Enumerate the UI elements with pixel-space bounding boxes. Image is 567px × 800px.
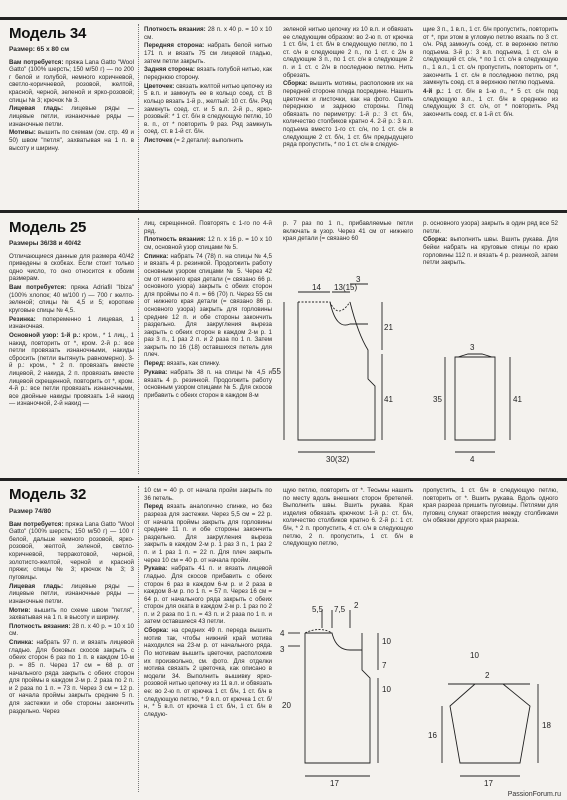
model-32-col-4: [423, 487, 558, 567]
dim-17-body: 17: [330, 779, 339, 788]
dim-35: 35: [433, 395, 442, 404]
dim-sleeve-10: 10: [470, 651, 479, 660]
body-outline: [298, 302, 375, 440]
model-32-text-1: [9, 521, 134, 716]
paragraph-text: вышить по схемам (см. стр. 49 и 50) швом "петля", захватывая на 1 п. в высоту и ширину.: [9, 129, 134, 152]
paragraph: [9, 583, 134, 606]
model-25-col-3: [283, 220, 413, 250]
model-32-title: Модель 32: [9, 486, 87, 503]
model-32-schematic: [270, 588, 560, 793]
paragraph: [144, 487, 272, 502]
column-divider: [138, 218, 139, 474]
paragraph-text: вязать аналогично спинке, но без разреза для застежки. Через 5,5 см = 22 р. от начала проймы закрыть для горловины средние 11 п. и обе стороны закончить раздельно. Для закругления выреза закрыть в каждом 2-м р. 1 раз 3 п., 1 раз 2 п. и 1 раз 1 п. = 22 п. Для плеч закрыть через 10 см = 40 р. от начала пройм.: [144, 503, 272, 564]
paragraph: [144, 503, 272, 564]
paragraph-heading: Спинка:: [9, 639, 34, 647]
paragraph-heading: Задняя сторона:: [144, 66, 195, 74]
paragraph-text: выполнить швы. Вшить рукава. Для бейки набрать на круговые спицы по краю горловины 112 п. и вязать 4 р. резинкой, затем петли закрыть.: [423, 236, 558, 267]
dim-14: 14: [312, 283, 321, 292]
paragraph-heading: Спинка:: [144, 252, 169, 260]
paragraph: [9, 129, 134, 152]
dim-4: 4: [280, 629, 285, 638]
model-25-size: Размеры 36/38 и 40/42: [9, 240, 81, 247]
model-34-size: Размер: 65 x 80 см: [9, 46, 70, 53]
paragraph-text: попеременно 1 лицевая, 1 изнаночная.: [9, 315, 134, 331]
dim-20: 20: [282, 701, 291, 710]
paragraph-text: пряжа Lana Gatto "Wool Gatto" (100% шерсть; 150 м/50 г) — 100 г белой, дальше немного розовой, ярко-розовой, желтой, зеленой, светло-коричневой, терракотовой, черной, золотисто-желтой, черной и красной пряжи; спицы № 3; крючок № 3; 3 пуговицы.: [9, 520, 134, 581]
paragraph: [9, 59, 134, 105]
paragraph-text: вязать, как спинку.: [165, 360, 221, 368]
dim-10-upper: 10: [382, 637, 391, 646]
paragraph-text: Отличающиеся данные для размера 40/42 приведены в скобках. Если стоит только одно число, то оно относится к обоим размерам.: [9, 252, 134, 283]
paragraph: [144, 83, 272, 136]
paragraph: [9, 332, 134, 408]
dim-10-lower: 10: [382, 685, 391, 694]
paragraph-heading: Вам потребуется:: [9, 284, 67, 292]
dim-5-5: 5,5: [312, 605, 324, 614]
paragraph-text: лицевые ряды — лицевые петли, изнаночные ряды — изнаночные петли.: [9, 582, 134, 605]
paragraph-heading: Рукава:: [144, 565, 168, 573]
paragraph-text: вязать голубой нитью, как переднюю сторону.: [144, 66, 272, 81]
dim-18: 18: [542, 721, 551, 730]
paragraph: [144, 26, 272, 41]
paragraph: [144, 220, 272, 235]
model-34-col-1: [9, 46, 134, 196]
paragraph: [144, 565, 272, 626]
paragraph-heading: Листочек: [144, 137, 173, 145]
paragraph-heading: 4-й р.:: [423, 87, 444, 95]
paragraph-heading: Передняя сторона:: [144, 42, 205, 50]
dim-sleeve-17: 17: [484, 779, 493, 788]
dim-3-top: 3: [356, 275, 361, 284]
model-34-col-4: [423, 26, 558, 216]
paragraph-text: лицевые ряды — лицевые петли, изнаночные ряды — изнаночные петли.: [9, 105, 134, 128]
paragraph: [9, 316, 134, 331]
dim-30-32: 30(32): [326, 455, 350, 464]
paragraph-heading: Резинка:: [9, 315, 36, 323]
model-25-title: Модель 25: [9, 219, 87, 236]
paragraph: [423, 88, 558, 118]
model-32-col-3: [283, 487, 413, 567]
column-divider: [138, 24, 139, 212]
paragraph-text: пряжа Lana Gatto "Wool Gatto" (100% шерсть; 150 м/50 г) — по 200 г белой и голубой, немного коричневой, светло-коричневой, розовой, желтой, красной, черной, зеленой и ярко-розовой; спицы № 3; крючок № 3.: [9, 58, 134, 104]
paragraph-heading: Цветочек:: [144, 82, 175, 90]
paragraph-heading: Лицевая гладь:: [9, 582, 64, 590]
dim-7: 7: [382, 661, 387, 670]
section-divider: [0, 478, 567, 481]
paragraph: [9, 607, 134, 622]
paragraph-text: р. основного узора) закрыть в один ряд все 52 петли.: [423, 220, 558, 235]
model-25-col-2: [144, 220, 272, 476]
paragraph: [9, 623, 134, 638]
paragraph-heading: Плотность вязания:: [9, 622, 71, 630]
paragraph-text: щие 3 п., 1 в.п., 1 ст. б/н пропустить, повторить от *, при этом в угловую петлю вязать по 3 ст. с/н. Ряд замкнуть соед. ст. в верхнюю петлю подъема. 3-й р.: 3 в.п. подъема, 1 ст. с/н в следующий ст. с/н, * по 1 ст. с/н в следующую п., 1 в.п., 1 ст. с/н пропустить, повторить от *, закончить 1 ст. с/н в последнюю петлю, ряд замкнуть соед. ст. в верхнюю петлю подъема.: [423, 26, 558, 87]
model-25-text-1: [9, 253, 134, 408]
paragraph: [283, 80, 413, 148]
paragraph-text: набрать 41 п. и вязать лицевой гладью. Для скосов прибавить с обеих сторон 6 раз в каждом 6-м р. и 2 раза в каждом 8-м р. по 1 п. = 57 п. Через 16 см = 64 р. от начального ряда закрыть с обеих сторон для оката в каждом 2-м р. 1 раз по 2 п. и 2 раза по 1 п. = 43 п. и 2 раза по 1 п. и затем оставшиеся 43 петли.: [144, 565, 272, 626]
dim-sleeve-2: 2: [485, 671, 490, 680]
paragraph: [423, 26, 558, 87]
paragraph-heading: Сборка:: [144, 627, 169, 635]
dim-2-top: 2: [354, 601, 359, 610]
paragraph-text: 28 п. x 40 р. = 10 x 10 см.: [144, 26, 272, 41]
paragraph-heading: Плотность вязания:: [144, 26, 206, 33]
paragraph-text: 10 см = 40 р. от начала пройм закрыть по 36 петель.: [144, 487, 272, 502]
section-divider: [0, 17, 567, 20]
paragraph: [9, 639, 134, 715]
paragraph: [9, 253, 134, 283]
paragraph: [9, 521, 134, 582]
paragraph: [283, 26, 413, 79]
paragraph-heading: Лицевая гладь:: [9, 105, 64, 113]
paragraph: [144, 253, 272, 359]
dim-41: 41: [384, 395, 393, 404]
paragraph: [144, 137, 272, 145]
paragraph-heading: Мотивы:: [9, 129, 36, 137]
paragraph: [283, 220, 413, 243]
paragraph-heading: Сборка:: [423, 236, 448, 244]
paragraph-text: связать желтой нитью цепочку из 5 в.п. и замкнуть ее в кольцо соед. ст. В кольцо вязать 1-й р., желтый: 10 ст. б/н. Ряд замкнуть соед. ст. и 5 в.п. 2-й р., ярко-розовый: * 1 ст. б/н в следующую петлю, 10 в. п., от * повторить 9 раз. Ряд замкнуть соед. ст. в 1-й ст. б/н.: [144, 82, 272, 136]
model-32-col-1: [9, 508, 134, 793]
model-34-title: Модель 34: [9, 25, 87, 42]
paragraph-text: зеленой нитью цепочку из 10 в.п. и обвязать ее следующим образом: во 2-ю п. от крючка 1 ст. б/н, 1 ст. б/н в следующую петлю, по 1 ст. с/н в следующие 2 п., по 1 ст. с 2/н в следующие 3 п., по 1 ст. с/н в следующие 2 п. и 1 ст. с 2/н в последнюю петлю. Нить обрезать.: [283, 26, 413, 79]
model-25-schematic: [270, 262, 560, 467]
paragraph: [9, 105, 134, 128]
dim-7-5: 7,5: [334, 605, 346, 614]
paragraph-text: набрать 38 п. на спицы № 4,5 и вязать 4 р. резинкой. Продолжить работу основным узором спицами № 5. Для скосов прибавить с обеих сторон в каждом 8-м: [144, 369, 272, 399]
model-34-col-3: [283, 26, 413, 216]
paragraph-heading: Вам потребуется:: [9, 520, 64, 528]
paragraph-text: набрать 97 п. и вязать лицевой гладью. Для боковых скосов закрыть с обеих сторон 6 раз по 1 п. в каждом 10-м р. = 85 п. Через 17 см = 68 р. от начального ряда закрыть с обеих сторон для проймы в каждом 2-м р. 2 раза по 2 п. и 2 раза по 1 п. = 73 п. Через 3 см = 12 р. от начала проймы закрыть средние 5 п. для застежки и обе стороны закончить раздельно. Через: [9, 639, 134, 715]
paragraph-text: щую петлю, повторить от *. Тесьмы нашить по месту вдоль внешних сторон бретелей. Выполнить швы. Вшить рукава. Края изделия обвязать крючком: 1-й р.: ст. б/н, количество столбиков кратно 6. 2-й р.: 1 ст. б/н, * 2 п. пропустить, 4 ст. с/н в следующую петлю, 2 п. пропустить, 1 ст. б/н в следующую петлю,: [283, 487, 413, 548]
paragraph-text: набрать белой нитью 171 п. и вязать 75 см лицевой гладью, затем петли закрыть.: [144, 42, 272, 65]
paragraph-text: лиц. скрещенной. Повторять с 1-го по 4-й ряд.: [144, 220, 272, 235]
dim-21: 21: [384, 323, 393, 332]
model-32-col-2: [144, 487, 272, 793]
paragraph-text: пропустить, 1 ст. б/н в следующую петлю, повторить от *. Вшить рукава. Вдоль одного края разреза пришить пуговицы. Петлями для пуговиц служат отверстия между столбиками с/н обвязки другого края разреза.: [423, 487, 558, 525]
dim-3-left: 3: [280, 645, 285, 654]
paragraph-text: пряжа Adriafil "Ibiza" (100% хлопок; 40 м/100 г) — 700 г желто-зеленой; спицы № 4,5 и 5; короткие круговые спицы № 4,5.: [9, 284, 134, 314]
paragraph: [423, 487, 558, 525]
paragraph: [144, 627, 272, 718]
paragraph: [144, 360, 272, 368]
column-divider: [138, 486, 139, 792]
paragraph-text: 12 п. x 16 р. = 10 x 10 см, основной узор спицами № 5.: [144, 236, 272, 251]
paragraph-heading: Мотив:: [9, 606, 31, 614]
paragraph-heading: Перед:: [144, 360, 166, 368]
model-32-size: Размер 74/80: [9, 508, 52, 515]
paragraph-heading: Рукава:: [144, 369, 168, 377]
paragraph-text: р. 7 раз по 1 п., прибавляемые петли включать в узор. Через 41 см от нижнего края детали (= связано 60: [283, 220, 413, 243]
paragraph-heading: Основной узор: 1-й р.:: [9, 332, 81, 340]
paragraph-heading: Вам потребуется:: [9, 58, 64, 66]
dim-sleeve-3: 3: [470, 343, 475, 352]
model-25-col-1: [9, 240, 134, 476]
paragraph-text: вышить мотивы, расположив их на передней стороне пледа посредине. Нашить цветочек и листочки, как на фото. Сшить переднюю и заднюю стороны. Плед обвязать по периметру: 1-й р.: 3 ст. б/н, количество столбиков кратно 4. 2-й р.: 3 в.п. подъема вместо 1-го ст. с/н, по 1 ст. с/н в следующие 2 ст. б/н, 1 ст. б/н предыдущего ряда пропустить, * по 1 ст. с/н в следую-: [283, 80, 413, 149]
paragraph-text: (= 2 детали): выполнить: [172, 137, 244, 145]
paragraph: [144, 66, 272, 81]
model-34-text-1: [9, 59, 134, 153]
dim-55: 55: [272, 367, 281, 376]
paragraph-text: кром., * 1 лиц., 1 накид, повторить от *, кром. 2-й р.: все петли провязать изнаночными, накиды сбросить (петли вытянуть равномерно). 3-й р.: кром., * 2 п. провязать вместе лицевой, 2 накида, 2 п. провязать вместе лицевой скрещенной, повторить от *, кром. 4-й р.: все петли провязать изнаночными, все двойные накиды провязать 1-й накид — изнаночной, 2-й накид —: [9, 332, 134, 408]
paragraph-text: 1 ст. б/н в 1-ю п., * 5 ст. с/н под следующую в.п., 1 ст. б/н в среднюю из следующих 3 ст. с/н, от * повторить. Ряд закончить соед. ст. в 1-й ст. б/н.: [423, 87, 558, 118]
paragraph-heading: Сборка:: [283, 80, 308, 88]
model-34-col-2: [144, 26, 272, 216]
paragraph-text: на средних 49 п. переда вышить мотив так, чтобы нижний край мотива находился на 23-м р. от начального ряда. По мотивам вышить цветочки, расположив их произвольно, см. фото. Для отделки мотива связать 2 цветочка, как описано в модели 34. Выполнить вышивку ярко-розовой нитью цепочку из 11 в.п. и обвязать ее: во 2-ю п. от крючка 1 ст. б/н, 1 ст. б/н в следующую петлю, * 9 в.п. от крючка 1 ст. б/н, * 5 в.п. от крючка 1 ст. б/н, 1 ст. б/н в следую-: [144, 627, 272, 718]
paragraph-text: набрать 74 (78) п. на спицы № 4,5 и вязать 4 р. резинкой. Продолжить работу основным узором спицами № 5. Через 42 см от нижнего края детали (= связано 66 р. основного узора) закрыть с обеих сторон для проймы по 4 п. = 66 (70) п. Через 55 см от нижнего края детали (= связано 86 р. основного узора) закрыть для горловины средние 12 п. и обе стороны закончить раздельно. Для закругления выреза закрыть с обеих сторон в каждом 2-м р. 1 раз 3 п., 1 раз 2 п. и 2 раза по 1 п. Затем закрыть по 16 (18) оставшихся петель для плеч.: [144, 252, 272, 359]
paragraph: [423, 220, 558, 235]
section-divider: [0, 210, 567, 213]
paragraph-heading: Плотность вязания:: [144, 236, 206, 244]
paragraph: [283, 487, 413, 548]
dim-13-15: 13(15): [334, 283, 358, 292]
paragraph-text: 28 п. x 40 р. = 10 x 10 см.: [9, 622, 134, 638]
dim-sleeve-41: 41: [513, 395, 522, 404]
paragraph: [144, 42, 272, 65]
dim-16: 16: [428, 731, 437, 740]
page-footer: PassionForum.ru: [507, 791, 561, 798]
paragraph-text: вышить по схеме швом "петля", захватывая на 1 п. в высоту и ширину.: [9, 606, 134, 622]
paragraph: [9, 284, 134, 314]
paragraph: [144, 369, 272, 399]
paragraph: [144, 236, 272, 251]
paragraph-heading: Перед: [144, 503, 164, 511]
dim-sleeve-4: 4: [470, 455, 475, 464]
